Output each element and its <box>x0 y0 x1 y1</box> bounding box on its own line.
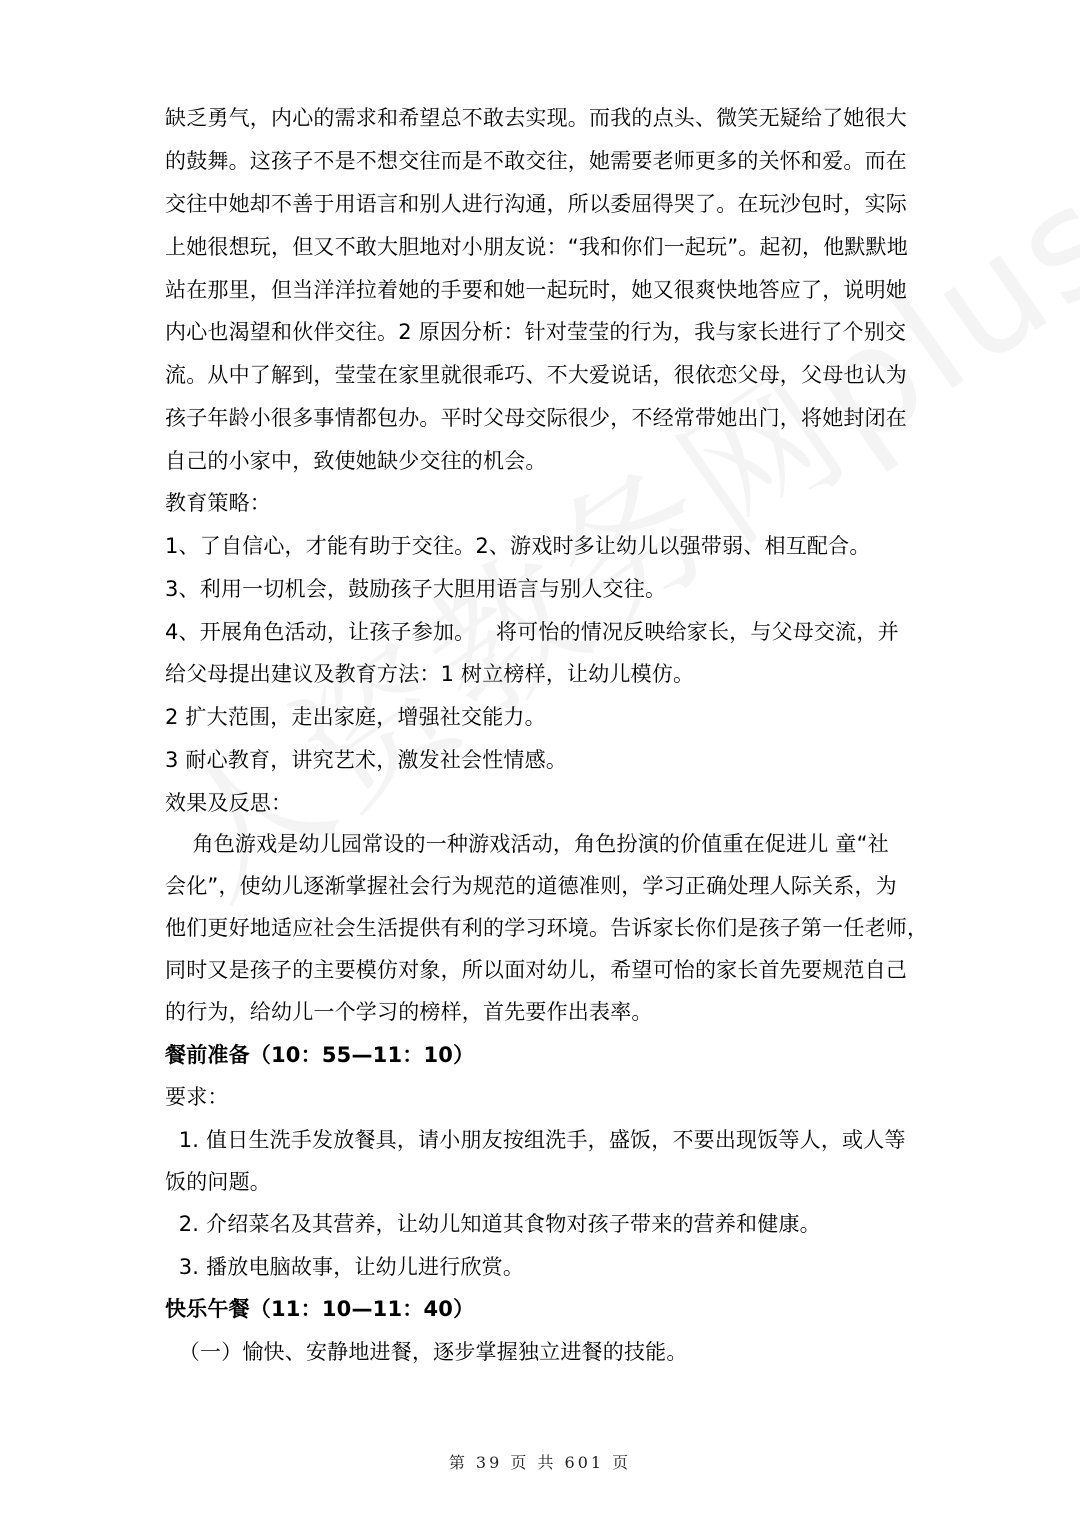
section-heading: 教育策略： <box>165 491 271 515</box>
text-line: 3 耐心教育，讲究艺术，激发社会性情感。 <box>165 748 568 772</box>
text-line: 的鼓舞。这孩子不是不想交往而是不敢交往，她需要老师更多的关怀和爱。而在 <box>165 149 907 173</box>
text-line: 2 扩大范围，走出家庭，增强社交能力。 <box>165 705 546 729</box>
section-heading-lunch: 快乐午餐（11：10—11：40） <box>165 1297 475 1321</box>
list-item: （一）愉快、安静地进餐，逐步掌握独立进餐的技能。 <box>165 1340 688 1364</box>
text-line: 会化”，使幼儿逐渐掌握社会行为规范的道德准则，学习正确处理人际关系，为 <box>165 874 897 898</box>
text-line: 自己的小家中，致使她缺少交往的机会。 <box>165 449 547 473</box>
text-line: 1、了自信心，才能有助于交往。2、游戏时多让幼儿以强带弱、相互配合。 <box>165 534 871 558</box>
text-line: 同时又是孩子的主要模仿对象，所以面对幼儿，希望可怡的家长首先要规范自己 <box>165 958 907 982</box>
text-line: 孩子年龄小很多事情都包办。平时父母交际很少，不经常带她出门，将她封闭在 <box>165 406 907 430</box>
section-heading: 要求： <box>165 1085 229 1109</box>
text-line: 流。从中了解到，莹莹在家里就很乖巧、不大爱说话，很依恋父母，父母也认为 <box>165 363 907 387</box>
section-heading: 效果及反思： <box>165 791 293 815</box>
section-heading-meal-prep: 餐前准备（10：55—11：10） <box>165 1043 475 1067</box>
list-item: 2. 介绍菜名及其营养，让幼儿知道其食物对孩子带来的营养和健康。 <box>165 1212 821 1236</box>
text-line: 3、利用一切机会，鼓励孩子大胆用语言与别人交往。 <box>165 577 667 601</box>
page-footer: 第 39 页 共 601 页 <box>448 1453 632 1472</box>
list-item: 3. 播放电脑故事，让幼儿进行欣赏。 <box>165 1255 525 1279</box>
text-line: 站在那里，但当洋洋拉着她的手要和她一起玩时，她又很爽快地答应了，说明她 <box>165 278 907 302</box>
text-line: 他们更好地适应社会生活提供有利的学习环境。告诉家长你们是孩子第一任老师， <box>165 916 929 940</box>
list-item: 1. 值日生洗手发放餐具，请小朋友按组洗手，盛饭，不要出现饭等人，或人等 <box>165 1128 906 1152</box>
text-line: 饭的问题。 <box>165 1170 271 1194</box>
text-line: 4、开展角色活动，让孩子参加。 将可怡的情况反映给家长，与父母交流，并 <box>165 620 899 644</box>
text-line: 交往中她却不善于用语言和别人进行沟通，所以委屈得哭了。在玩沙包时，实际 <box>165 192 907 216</box>
text-line: 缺乏勇气，内心的需求和希望总不敢去实现。而我的点头、微笑无疑给了她很大 <box>165 106 907 130</box>
text-line: 内心也渴望和伙伴交往。2 原因分析：针对莹莹的行为，我与家长进行了个别交 <box>165 320 907 344</box>
text-line: 上她很想玩，但又不敢大胆地对小朋友说：“我和你们一起玩”。起初，他默默地 <box>165 235 908 259</box>
text-line: 给父母提出建议及教育方法：1 树立榜样，让幼儿模仿。 <box>165 662 695 686</box>
text-line: 的行为，给幼儿一个学习的榜样，首先要作出表率。 <box>165 1000 653 1024</box>
text-line: 角色游戏是幼儿园常设的一种游戏活动，角色扮演的价值重在促进儿 童“社 <box>165 832 889 856</box>
